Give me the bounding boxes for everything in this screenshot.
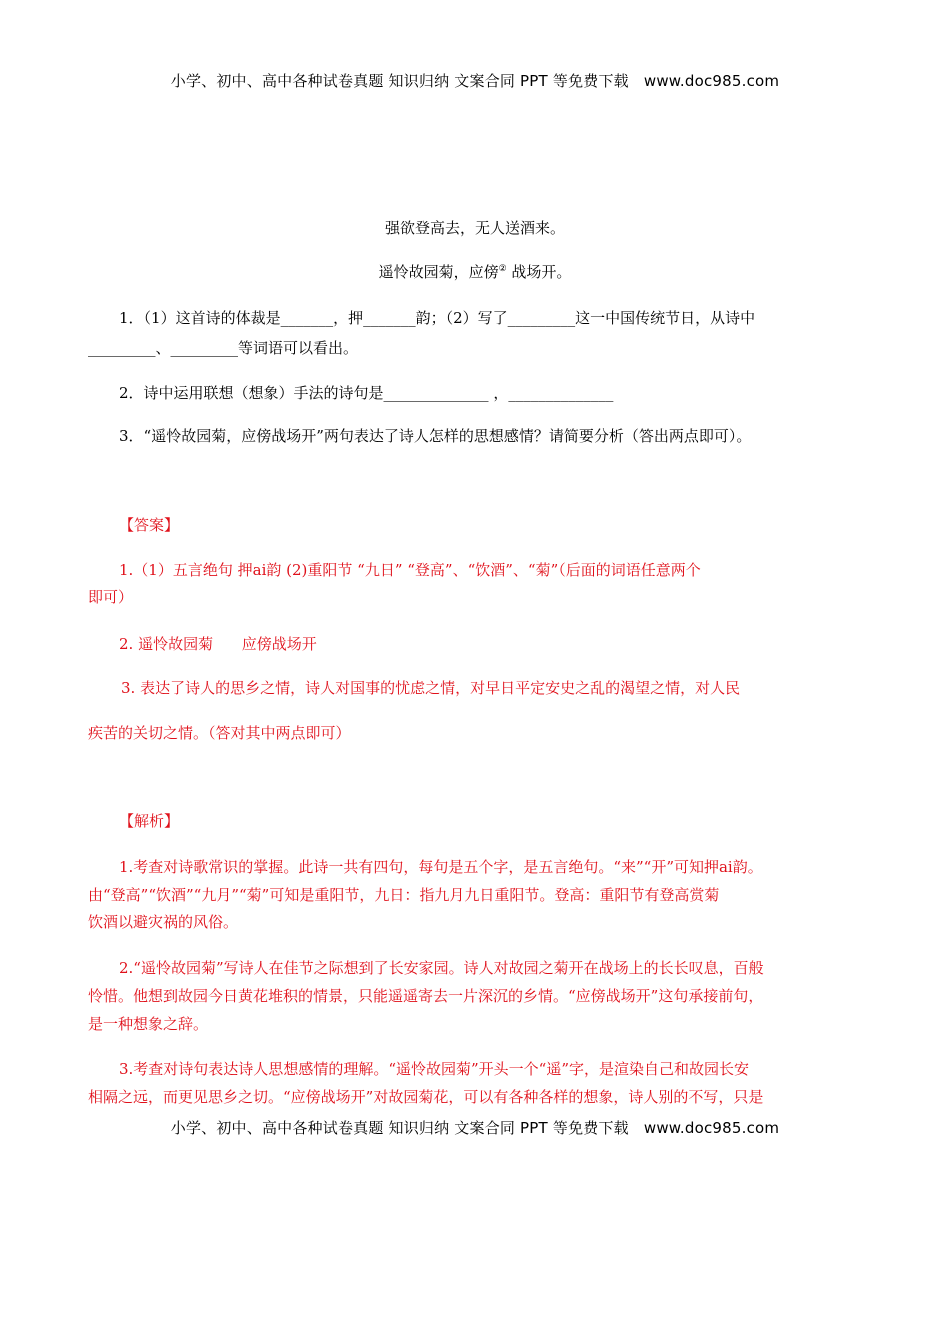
analysis-3-line-1: 3.考查对诗句表达诗人思想感情的理解。“遥怜故园菊”开头一个“遥”字，是渲染自己和故园长安 (119, 1060, 749, 1078)
header-text: 小学、初中、高中各种试卷真题 知识归纳 文案合同 PPT 等免费下载 (170, 72, 629, 90)
answer-1-line-2: 即可） (88, 588, 134, 606)
analysis-heading: 【解析】 (119, 812, 180, 830)
analysis-1-line-2: 由“登高”“饮酒”“九月”“菊”可知是重阳节，九日：指九月九日重阳节。登高：重阳节有登高赏菊 (88, 886, 720, 904)
footer-text: 小学、初中、高中各种试卷真题 知识归纳 文案合同 PPT 等免费下载 (170, 1119, 629, 1137)
poem-line-2-start: 遥怜故园菊，应傍 (378, 263, 499, 281)
analysis-2-line-2: 怜惜。他想到故园今日黄花堆积的情景，只能遥遥寄去一片深沉的乡情。“应傍战场开”这句承接前句， (88, 987, 764, 1005)
header-url[interactable]: www.doc985.com (643, 72, 780, 90)
page-footer (0, 1117, 950, 1138)
analysis-1-line-1: 1.考查对诗歌常识的掌握。此诗一共有四句，每句是五个字，是五言绝句。“来”“开”可知押ai韵。 (119, 858, 763, 876)
page-header (0, 70, 950, 91)
poem-line-2 (0, 261, 950, 282)
answer-3-line-2: 疾苦的关切之情。（答对其中两点即可） (88, 724, 351, 742)
footer-url[interactable]: www.doc985.com (643, 1119, 780, 1137)
question-2: 2．诗中运用联想（想象）手法的诗句是______________ ，______________ (119, 384, 614, 402)
analysis-3-line-2: 相隔之远，而更见思乡之切。“应傍战场开”对故园菊花，可以有各种各样的想象，诗人别的不写，只是 (88, 1088, 764, 1106)
question-1-line-2: _________、_________等词语可以看出。 (88, 339, 359, 357)
answer-2: 2. 遥怜故园菊 应傍战场开 (119, 635, 317, 653)
answer-1-line-1: 1.（1）五言绝句 押ai韵 (2)重阳节 “九日” “登高”、“饮酒”、“菊”（后面的词语任意两个 (119, 561, 701, 579)
answer-heading: 【答案】 (119, 516, 180, 534)
analysis-2-line-3: 是一种想象之辞。 (88, 1015, 209, 1033)
poem-line-1: 强欲登高去，无人送酒来。 (384, 219, 565, 237)
question-3: 3．“遥怜故园菊，应傍战场开”两句表达了诗人怎样的思想感情？请简要分析（答出两点即可）。 (119, 427, 752, 445)
question-1-line-1: 1．（1）这首诗的体裁是_______，押_______韵；（2）写了_________这一中国传统节日，从诗中 (119, 309, 756, 327)
poem-line-2-end: 战场开。 (506, 263, 572, 281)
footnote-marker: ② (498, 264, 507, 274)
analysis-1-line-3: 饮酒以避灾祸的风俗。 (88, 913, 239, 931)
analysis-2-line-1: 2.“遥怜故园菊”写诗人在佳节之际想到了长安家园。诗人对故园之菊开在战场上的长长叹息，百般 (119, 959, 764, 977)
answer-3-line-1: 3. 表达了诗人的思乡之情，诗人对国事的忧虑之情，对早日平定安史之乱的渴望之情，对人民 (121, 679, 741, 697)
